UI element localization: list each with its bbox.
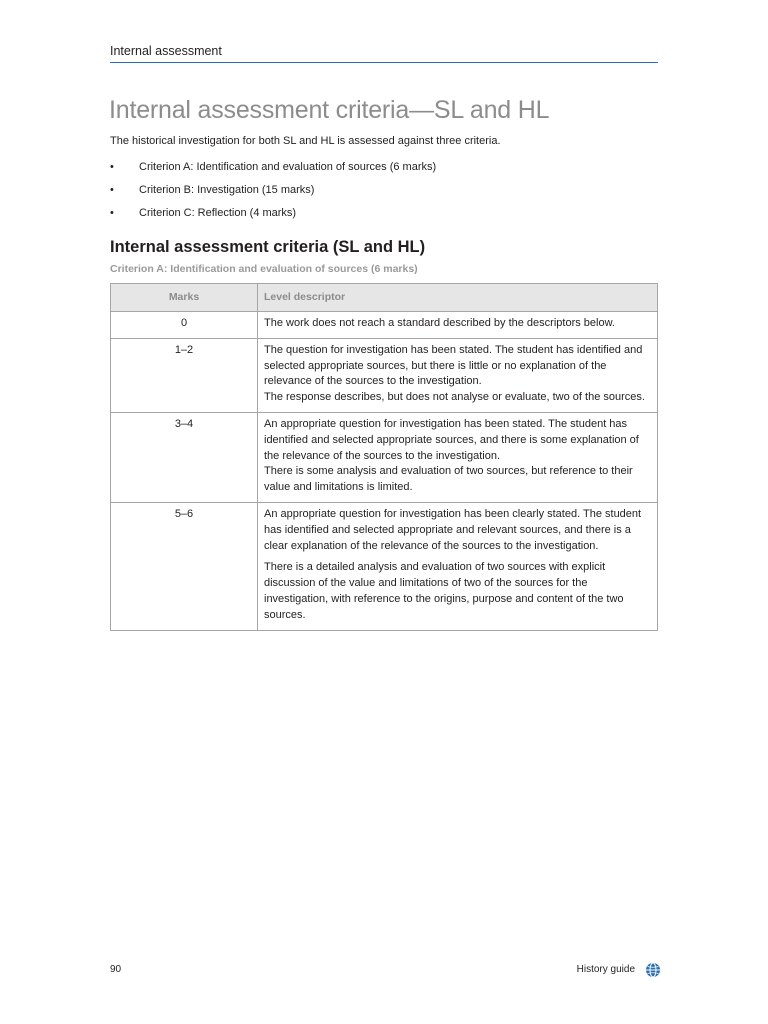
table-row bbox=[111, 412, 658, 502]
page-title: Internal assessment criteria—SL and HL bbox=[109, 96, 550, 124]
marks-cell: 5–6 bbox=[111, 502, 258, 630]
marks-cell: 0 bbox=[111, 312, 258, 339]
table-row bbox=[111, 338, 658, 412]
table-row bbox=[111, 502, 658, 630]
descriptor-cell bbox=[258, 412, 658, 502]
bullet-marker: • bbox=[110, 161, 114, 173]
bullet-item bbox=[110, 182, 436, 205]
intro-paragraph: The historical investigation for both SL and HL is assessed against three criteria. bbox=[110, 135, 501, 147]
bullet-text: Criterion A: Identification and evaluation of sources (6 marks) bbox=[139, 161, 437, 173]
bullet-item bbox=[110, 205, 436, 228]
running-header: Internal assessment bbox=[110, 44, 222, 58]
descriptor-text: An appropriate question for investigation has been clearly stated. The student has identified and selected appropriate and relevant sources, and there is a clear explanation of the relevance of the sources to the investigation. bbox=[264, 507, 642, 552]
descriptor-text: The question for investigation has been stated. The student has identified and selected appropriate sources, but there is little or no explanation of the relevance of the sources to the investigation. bbox=[264, 343, 643, 388]
criteria-table bbox=[110, 283, 658, 631]
section-heading: Internal assessment criteria (SL and HL) bbox=[110, 238, 426, 256]
bullet-item bbox=[110, 159, 436, 182]
guide-title: History guide bbox=[576, 964, 635, 975]
descriptor-text: The response describes, but does not analyse or evaluate, two of the sources. bbox=[264, 391, 645, 404]
bullet-marker: • bbox=[110, 207, 114, 219]
page-number: 90 bbox=[110, 964, 122, 975]
descriptor-text: An appropriate question for investigation has been stated. The student has identified and selected appropriate sources, and there is some explanation of the relevance of the sources to the investigation. bbox=[264, 417, 639, 462]
descriptor-cell bbox=[258, 312, 658, 339]
marks-column-header: Marks bbox=[111, 284, 258, 312]
criterion-subheading: Criterion A: Identification and evaluation of sources (6 marks) bbox=[110, 263, 418, 275]
ib-globe-icon bbox=[645, 962, 661, 978]
bullet-marker: • bbox=[110, 184, 114, 196]
descriptor-text: There is a detailed analysis and evaluation of two sources with explicit discussion of the value and limitations of two of the sources for the investigation, with reference to the origins, purpose and content of the two sources. bbox=[264, 561, 624, 621]
descriptor-text: There is some analysis and evaluation of two sources, but reference to their value and limitations is limited. bbox=[264, 465, 633, 494]
bullet-text: Criterion B: Investigation (15 marks) bbox=[139, 184, 315, 196]
table-header-row bbox=[111, 284, 658, 312]
descriptor-cell bbox=[258, 502, 658, 630]
header-rule bbox=[110, 62, 658, 63]
descriptor-text: The work does not reach a standard described by the descriptors below. bbox=[264, 317, 615, 329]
marks-cell: 1–2 bbox=[111, 338, 258, 412]
descriptor-column-header: Level descriptor bbox=[258, 284, 658, 312]
descriptor-cell bbox=[258, 338, 658, 412]
bullet-text: Criterion C: Reflection (4 marks) bbox=[139, 207, 297, 219]
criteria-bullet-list bbox=[110, 159, 436, 228]
table-row bbox=[111, 312, 658, 339]
marks-cell: 3–4 bbox=[111, 412, 258, 502]
